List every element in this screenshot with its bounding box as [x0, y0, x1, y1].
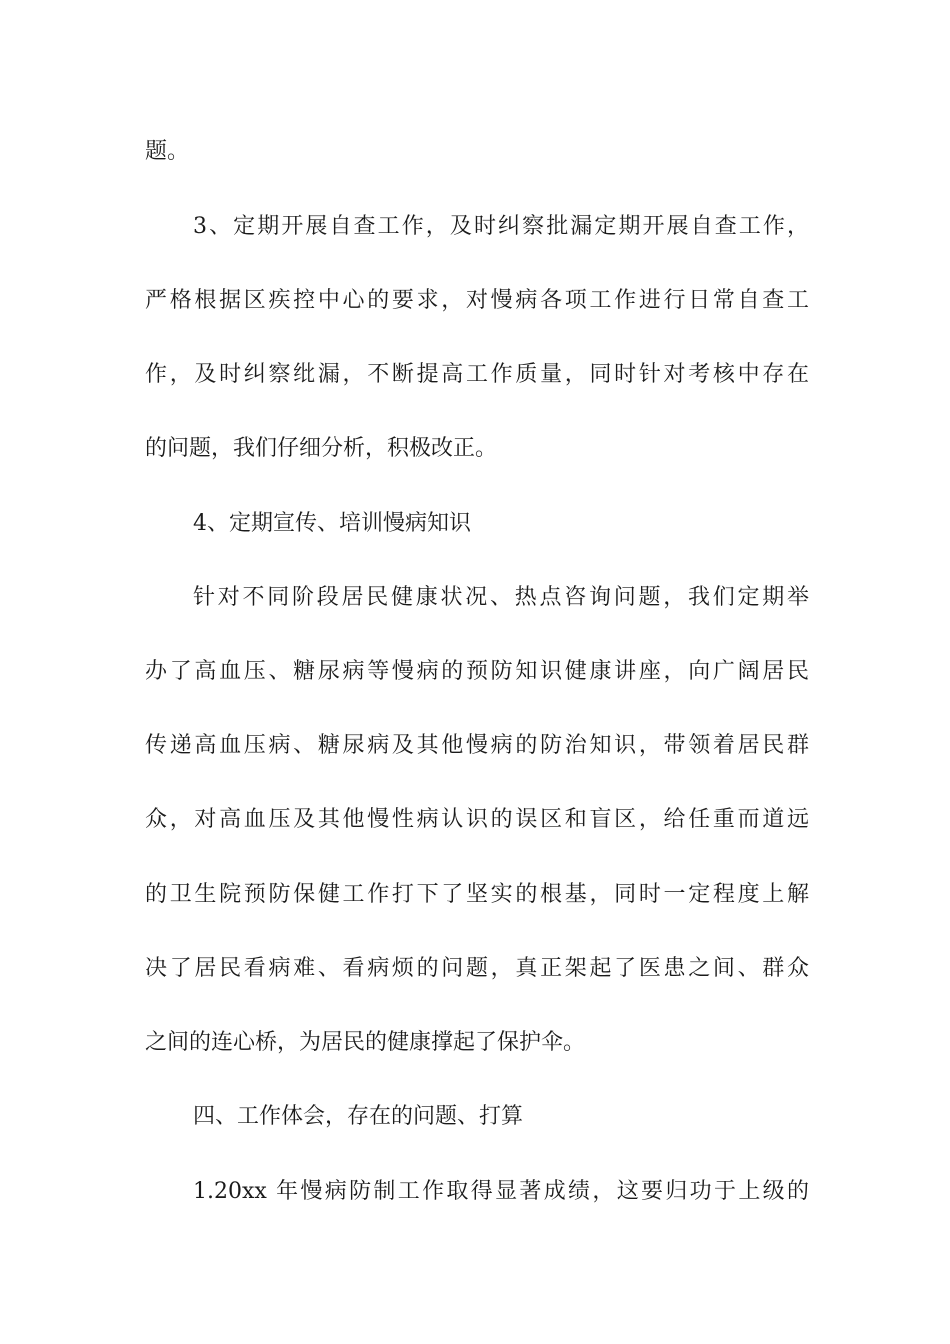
section-heading: 四、工作体会，存在的问题、打算	[193, 1104, 524, 1129]
text-line: 3、定期开展自查工作，及时纠察批漏定期开展自查工作，	[193, 214, 809, 239]
text-line: 之间的连心桥，为居民的健康撑起了保护伞。	[145, 1030, 586, 1055]
text-line: 决了居民看病难、看病烦的问题，真正架起了医患之间、群众	[145, 956, 809, 981]
text-line: 1.20xx 年慢病防制工作取得显著成绩，这要归功于上级的	[193, 1179, 809, 1204]
text-line: 的卫生院预防保健工作打下了坚实的根基，同时一定程度上解	[145, 882, 809, 907]
text-line: 办了高血压、糖尿病等慢病的预防知识健康讲座，向广阔居民	[145, 659, 809, 684]
text-line: 题。	[145, 139, 190, 164]
text-line: 的问题，我们仔细分析，积极改正。	[145, 436, 498, 461]
text-line: 针对不同阶段居民健康状况、热点咨询问题，我们定期举	[193, 585, 809, 610]
section-heading: 4、定期宣传、培训慢病知识	[193, 511, 471, 536]
text-line: 作，及时纠察纰漏，不断提高工作质量，同时针对考核中存在	[145, 362, 809, 387]
text-line: 传递高血压病、糖尿病及其他慢病的防治知识，带领着居民群	[145, 733, 809, 758]
text-line: 众，对高血压及其他慢性病认识的误区和盲区，给任重而道远	[145, 807, 809, 832]
text-line: 严格根据区疾控中心的要求，对慢病各项工作进行日常自查工	[145, 288, 809, 313]
